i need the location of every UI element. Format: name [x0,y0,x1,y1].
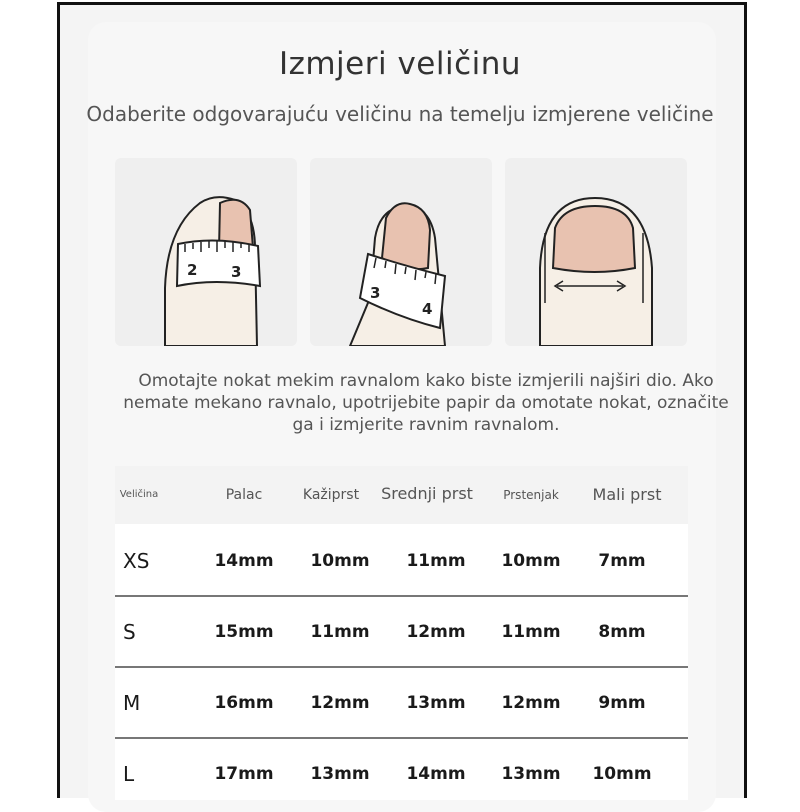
size-label: L [123,762,135,786]
table-cell: 9mm [598,693,646,713]
table-cell: 13mm [406,693,466,713]
table-cell: 14mm [214,551,274,571]
page-title: Izmjeri veličinu [278,46,522,82]
tape-label: 3 [370,284,381,302]
table-cell: 14mm [406,764,466,784]
size-label: M [123,691,141,715]
table-cell: 12mm [501,693,561,713]
header-pinky: Mali prst [592,485,662,504]
table-cell: 7mm [598,551,646,571]
size-label: S [123,620,136,644]
page-subtitle: Odaberite odgovarajuću veličinu na temelju izmjerene veličine [86,102,714,126]
table-cell: 8mm [598,622,646,642]
tape-label: 3 [231,263,242,281]
table-cell: 11mm [310,622,370,642]
table-cell: 15mm [214,622,274,642]
table-cell: 11mm [406,551,466,571]
table-row [115,526,688,596]
thumb-measure-illustration [115,158,297,346]
table-cell: 10mm [592,764,652,784]
table-cell: 12mm [310,693,370,713]
table-cell: 11mm [501,622,561,642]
header-size: Veličina [119,489,159,500]
table-row [115,739,688,809]
table-cell: 12mm [406,622,466,642]
size-label: XS [123,549,150,573]
tape-label: 4 [422,300,433,318]
nail-width-illustration [505,158,687,346]
header-thumb: Palac [225,487,263,503]
table-cell: 10mm [501,551,561,571]
table-cell: 17mm [214,764,274,784]
header-middle: Srednji prst [381,484,473,503]
table-cell: 13mm [310,764,370,784]
size-table [115,466,688,800]
tape-label: 2 [187,261,198,279]
table-header [115,466,688,524]
table-row [115,668,688,738]
table-row [115,597,688,667]
header-ring: Prstenjak [503,488,559,502]
measure-instruction: Omotajte nokat mekim ravnalom kako biste izmjerili najširi dio. Ako nemate mekano ravnalo, upotrijebite papir da omotate nokat, označite ga i izmjerite ravnim ravnalom. [123,371,729,435]
finger-measure-illustration [310,158,492,346]
table-cell: 10mm [310,551,370,571]
table-cell: 16mm [214,693,274,713]
header-index: Kažiprst [302,487,360,503]
table-cell: 13mm [501,764,561,784]
